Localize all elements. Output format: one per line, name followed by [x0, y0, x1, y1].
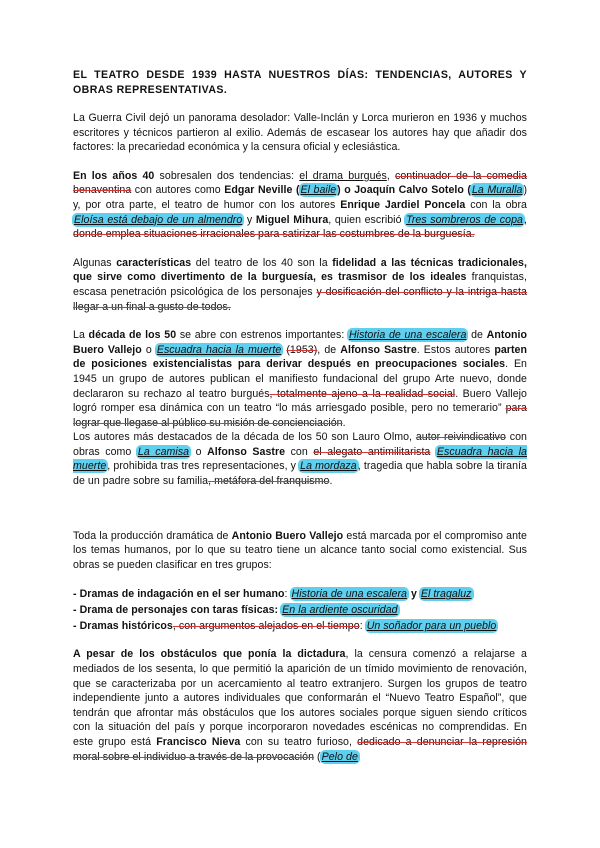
- author-name: Antonio Buero Vallejo: [231, 529, 344, 542]
- underlined-text: el drama burgués: [299, 169, 387, 182]
- highlighted-work: La camisa: [137, 445, 190, 458]
- highlighted-work: Historia de una escalera: [291, 588, 407, 601]
- bold-text: A pesar de los obstáculos que ponía la dictadura: [73, 648, 346, 661]
- struck-text: y dosificación del conflicto y la intriga hasta llegar a un final a gusto de todos.: [73, 285, 527, 313]
- struck-text: para lograr que llegase al público su misión de concienciación: [73, 402, 527, 429]
- highlighted-work: Eloísa está debajo de un almendro: [74, 213, 243, 226]
- struck-text: autor reivindicativo: [415, 431, 506, 444]
- document-body: [73, 68, 527, 778]
- highlighted-work: La mordaza: [300, 460, 357, 473]
- highlighted-work: Tres sombreros de copa: [406, 213, 523, 226]
- list-item: - Dramas históricos, con argumentos alejados en el tiempo: Un soñador para un pueblo: [73, 620, 497, 633]
- paragraph-anos-40: En los años 40 sobresalen dos tendencias: el drama burgués, continuador de la comedia benaventina con autores como Edgar Neville (El baile) o Joaquín Calvo Sotelo (La Muralla) y, por otra parte, el teatro de humor con los autores Enrique Jardiel Poncela con la obra Eloísa está debajo de un almendro y Miguel Mihura, quien escribió Tres sombreros de copa, donde emplea situaciones irracionales para satirizar las costumbres de la burguesía.: [73, 169, 528, 241]
- bold-text: década de los 50: [88, 329, 177, 342]
- struck-text: (1953): [286, 343, 318, 356]
- paragraph-dictadura: A pesar de los obstáculos que ponía la dictadura, la censura comenzó a relajarse a mediados de los sesenta, lo que permitió la aparición de un tímido movimiento de renovación, que se caracterizaba por un acercamiento al teatro extranjero. Surgen los grupos de teatro independiente junto a autores individuales que conformarán el “Nuevo Teatro Español”, que tendrán que afrontar más obstáculos que los autores sociales porque siguen siendo críticos con la situación del país y porque incorporaron novedades escénicas no comprendidas. En este grupo está Francisco Nieva con su teatro furioso, dedicado a denunciar la represión moral sobre el individuo a través de la provocación (Pelo de: [73, 648, 527, 763]
- highlighted-work: La Muralla: [471, 184, 523, 197]
- paragraph-autores-50: Los autores más destacados de la década de los 50 son Lauro Olmo, autor reivindicativo con obras como La camisa o Alfonso Sastre con el alegato antimilitarista Escuadra hacia la muerte, prohibida tras tres representaciones, y La mordaza, tragedia que habla sobre la tiranía de un padre sobre su familia, metáfora del franquismo.: [73, 431, 528, 488]
- highlighted-work: El tragaluz: [420, 588, 472, 601]
- list-item: - Dramas de indagación en el ser humano: Historia de una escalera y El tragaluz: [73, 588, 472, 601]
- highlighted-work: En la ardiente oscuridad: [282, 604, 398, 617]
- author-name: Joaquín Calvo Sotelo: [354, 184, 464, 197]
- document-title: EL TEATRO DESDE 1939 HASTA NUESTROS DÍAS: TENDENCIAS, AUTORES Y OBRAS REPRESENTATIVAS.: [73, 69, 527, 96]
- author-name: Alfonso Sastre: [207, 445, 286, 458]
- highlighted-work: Historia de una escalera: [348, 329, 467, 342]
- struck-text: , metáfora del franquismo: [208, 475, 330, 488]
- highlighted-work: Un soñador para un pueblo: [366, 620, 497, 633]
- list-item: - Drama de personajes con taras físicas: En la ardiente oscuridad: [73, 604, 398, 617]
- author-name: Antonio Buero Vallejo: [73, 329, 527, 356]
- highlighted-work: Escuadra hacia la muerte: [156, 343, 282, 356]
- highlighted-work: Escuadra hacia la muerte: [73, 445, 528, 473]
- author-name: Edgar Neville: [224, 184, 293, 197]
- paragraph-buero-vallejo: Toda la producción dramática de Antonio Buero Vallejo está marcada por el compromiso ante los temas humanos, por lo que su teatro tiene un alcance tanto social como existencial. Sus obras se pueden clasificar en tres grupos:: [73, 529, 527, 571]
- paragraph-decada-50: La década de los 50 se abre con estrenos importantes: Historia de una escalera de Antonio Buero Vallejo o Escuadra hacia la muerte (1953), de Alfonso Sastre. Estos autores parten de posiciones existencialistas para derivar después en preocupaciones sociales. En 1945 un grupo de autores publican el manifiesto fundacional del grupo Arte nuevo, donde declararon su rechazo al teatro burgués, totalmente ajeno a la realidad social. Buero Vallejo logró romper esa dinámica con un teatro “lo más arriesgado posible, pero no temerario” para lograr que llegase al público su misión de concienciación.: [73, 329, 528, 429]
- author-name: Francisco Nieva: [156, 736, 241, 748]
- author-name: Miguel Mihura: [255, 213, 329, 226]
- author-name: Enrique Jardiel Poncela: [340, 198, 466, 211]
- bold-text: En los años 40: [73, 169, 155, 182]
- struck-text: , con argumentos alejados en el tiempo: [172, 620, 360, 633]
- works-list: [73, 586, 527, 634]
- struck-text: continuador de la comedia benaventina: [73, 169, 527, 197]
- author-name: Alfonso Sastre: [340, 343, 417, 356]
- struck-text: , totalmente ajeno a la realidad social: [269, 387, 456, 400]
- struck-text: el alegato antimilitarista: [313, 445, 431, 458]
- bold-text: características: [116, 256, 192, 269]
- highlighted-work: El baile: [300, 184, 337, 197]
- paragraph-intro: La Guerra Civil dejó un panorama desolador: Valle-Inclán y Lorca murieron en 1936 y muchos escritores y técnicos partieron al exilio. Además de escasear los autores hay que añadir dos factores: la precariedad económica y la censura oficial y eclesiástica.: [73, 112, 527, 154]
- bold-text: parten de posiciones existencialistas para derivar después en preocupaciones sociales: [73, 343, 527, 371]
- struck-text: dedicado a denunciar la represión moral sobre el individuo a través de la provocación: [73, 736, 527, 763]
- struck-text: donde emplea situaciones irracionales para satirizar las costumbres de la burguesía.: [73, 228, 475, 241]
- bold-text: fidelidad a las técnicas tradicionales, que sirve como divertimento de la burguesía, es trasmisor de los ideales: [73, 256, 527, 284]
- paragraph-caracteristicas: Algunas características del teatro de los 40 son la fidelidad a las técnicas tradicionales, que sirve como divertimento de la burguesía, es trasmisor de los ideales franquistas, escasa penetración psicológica de los personajes y dosificación del conflicto y la intriga hasta llegar a un final a gusto de todos.: [73, 256, 527, 313]
- highlighted-work: Pelo de: [321, 750, 358, 763]
